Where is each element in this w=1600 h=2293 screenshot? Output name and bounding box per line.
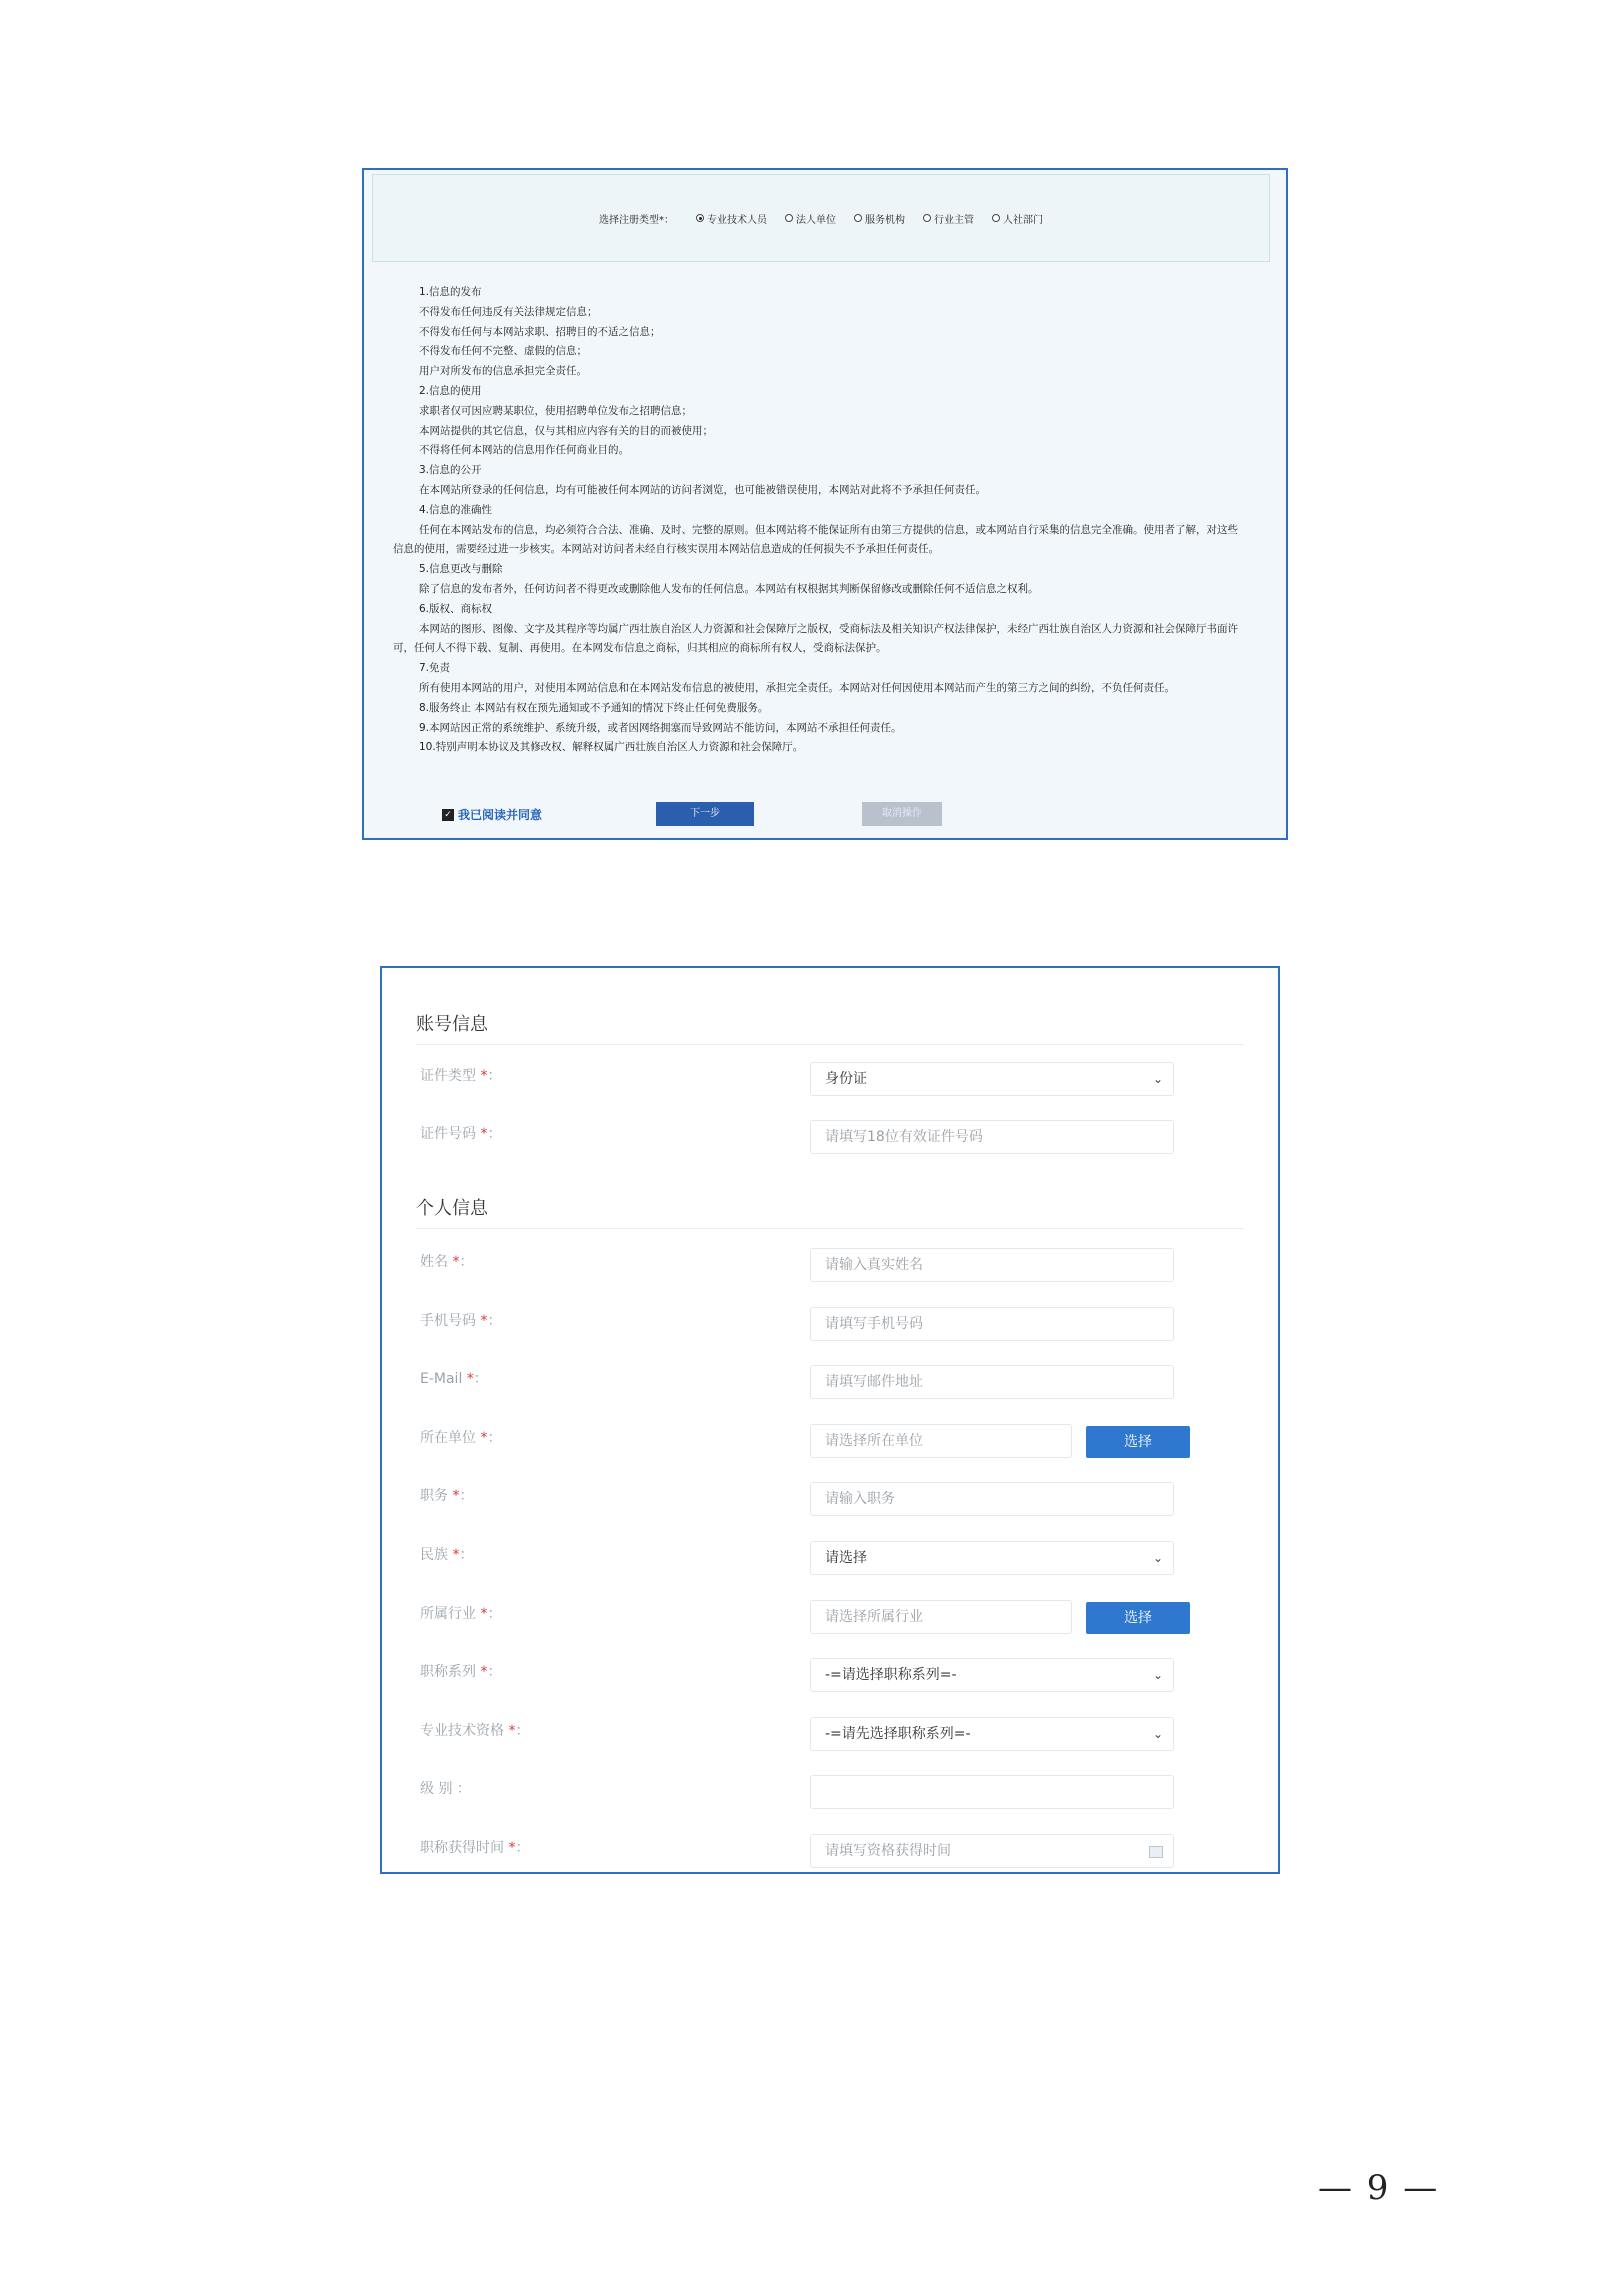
required-marker: *: [480, 1068, 488, 1084]
agreement-line: 不得发布任何与本网站求职、招聘目的不适之信息；: [419, 325, 661, 338]
agreement-line: 本网站提供的其它信息，仅与其相应内容有关的目的而被使用；: [419, 424, 713, 437]
form-row: [382, 1721, 1278, 1761]
field-label: 职称获得时间 *：: [420, 1840, 530, 1856]
field-value: 请输入真实姓名: [825, 1257, 923, 1273]
field-label-text: 职务: [420, 1488, 448, 1505]
agreement-line: 10.特别声明本协议及其修改权、解释权属广西壮族自治区人力资源和社会保障厅。: [419, 741, 804, 754]
agreement-line: 不得发布任何不完整、虚假的信息；: [419, 345, 587, 358]
field-value: 请填写资格获得时间: [825, 1843, 951, 1859]
personal-info-title: 个人信息: [416, 1198, 488, 1219]
form-row: [382, 1428, 1278, 1468]
radio-type-industry-authority[interactable]: 行业主管: [923, 211, 974, 226]
input-field[interactable]: [810, 1307, 1174, 1341]
agreement-line: 所有使用本网站的用户，对使用本网站信息和在本网站发布信息的被使用，承担完全责任。本网站对任何因使用本网站而产生的第三方之间的纠纷，不负任何责任。: [419, 681, 1175, 694]
field-label-text: 专业技术资格: [420, 1722, 504, 1739]
field-label: 专业技术资格 *：: [420, 1722, 530, 1739]
registration-type-bar: [372, 174, 1270, 262]
field-label: 手机号码 *：: [420, 1312, 502, 1329]
required-marker: *: [480, 1664, 488, 1681]
field-label-text: 证件号码: [420, 1126, 476, 1142]
input-field[interactable]: [810, 1482, 1174, 1516]
radio-type-legal-entity[interactable]: 法人单位: [785, 211, 836, 226]
chevron-down-icon: ⌄: [1152, 1668, 1163, 1683]
required-marker: *: [480, 1605, 488, 1622]
form-row: [382, 1662, 1278, 1702]
chevron-down-icon: ⌄: [1152, 1551, 1163, 1565]
required-marker: *: [480, 1429, 488, 1446]
required-marker: *: [452, 1488, 460, 1505]
registration-form-screenshot: [380, 966, 1280, 1874]
field-label-text: 级 别: [420, 1781, 453, 1798]
form-row: [382, 1252, 1278, 1292]
field-value: -=请先选择职称系列=-: [825, 1725, 971, 1742]
field-label-text: 职称系列: [420, 1664, 476, 1681]
field-label-text: 证件类型: [420, 1068, 476, 1084]
select-field[interactable]: [810, 1658, 1174, 1692]
input-field[interactable]: [810, 1424, 1072, 1458]
calendar-icon[interactable]: [1149, 1846, 1163, 1858]
agreement-line: 5.信息更改与删除: [419, 563, 503, 576]
next-button[interactable]: 下一步: [656, 802, 754, 826]
input-field[interactable]: [810, 1120, 1174, 1154]
form-row: [382, 1779, 1278, 1819]
field-label: E-Mail *：: [420, 1371, 488, 1388]
select-field[interactable]: [810, 1541, 1174, 1575]
agreement-line: 3.信息的公开: [419, 464, 482, 477]
form-row: [382, 1066, 1278, 1106]
agreement-line: 9.本网站因正常的系统维护、系统升级，或者因网络拥塞而导致网站不能访问，本网站不承担任何责任。: [419, 721, 902, 734]
agreement-line: 除了信息的发布者外，任何访问者不得更改或删除他人发布的任何信息。本网站有权根据其判断保留修改或删除任何不适信息之权利。: [419, 582, 1039, 595]
page-number: — 9 —: [1318, 2168, 1440, 2208]
field-value: 请填写手机号码: [825, 1315, 923, 1332]
radio-type-service-agency[interactable]: 服务机构: [854, 211, 905, 226]
agreement-actions: [442, 802, 1286, 826]
field-label: 级 别 ：: [420, 1781, 471, 1798]
field-label-text: 所在单位: [420, 1429, 476, 1446]
agree-checkbox[interactable]: ✓ 我已阅读并同意: [442, 806, 542, 823]
agreement-line: 本网站的图形、图像、文字及其程序等均属广西壮族自治区人力资源和社会保障厅之版权，受商标法及相关知识产权法律保护，未经广西壮族自治区人力资源和社会保障厅书面许可，任何人不得下载、复制、再使用。在本网发布信息之商标，归其相应的商标所有权人，受商标法保护。: [393, 622, 1238, 655]
cancel-button[interactable]: 取消操作: [862, 802, 942, 826]
field-label-text: 姓名: [420, 1254, 448, 1270]
agreement-line: 求职者仅可因应聘某职位，使用招聘单位发布之招聘信息；: [419, 404, 692, 417]
required-marker: *: [480, 1126, 488, 1142]
radio-type-hr-department[interactable]: 人社部门: [992, 211, 1043, 226]
form-row: [382, 1369, 1278, 1409]
form-row: [382, 1486, 1278, 1526]
agreement-line: 8.服务终止 本网站有权在预先通知或不予通知的情况下终止任何免费服务。: [419, 701, 769, 714]
input-field[interactable]: [810, 1248, 1174, 1282]
radio-type-professional[interactable]: 专业技术人员: [696, 211, 767, 226]
section-divider: [416, 1228, 1244, 1229]
form-row: [382, 1124, 1278, 1164]
field-value: 请填写18位有效证件号码: [825, 1129, 983, 1145]
form-row: [382, 1545, 1278, 1585]
select-button[interactable]: 选择: [1086, 1602, 1190, 1634]
field-value: 请选择所属行业: [825, 1608, 923, 1625]
field-label: 民族 *：: [420, 1547, 474, 1563]
select-field[interactable]: [810, 1062, 1174, 1096]
field-value: 请填写邮件地址: [825, 1374, 923, 1391]
chevron-down-icon: ⌄: [1152, 1072, 1163, 1086]
field-value: 请选择所在单位: [825, 1432, 923, 1449]
input-field[interactable]: [810, 1775, 1174, 1809]
section-divider: [416, 1044, 1244, 1045]
chevron-down-icon: ⌄: [1152, 1726, 1163, 1741]
date-field[interactable]: [810, 1834, 1174, 1868]
agreement-screenshot: [362, 168, 1288, 840]
field-label-text: 所属行业: [420, 1605, 476, 1622]
agreement-line: 6.版权、商标权: [419, 602, 493, 615]
agreement-line: 4.信息的准确性: [419, 503, 493, 516]
required-marker: *: [508, 1722, 516, 1739]
field-label-text: E-Mail: [420, 1371, 463, 1388]
required-marker: *: [480, 1312, 488, 1329]
required-marker: *: [452, 1254, 460, 1270]
checkbox-checked-icon: ✓: [442, 809, 454, 821]
input-field[interactable]: [810, 1600, 1072, 1634]
form-row: [382, 1838, 1278, 1874]
agreement-line: 2.信息的使用: [419, 384, 482, 397]
agreement-line: 不得发布任何违反有关法律规定信息；: [419, 305, 598, 318]
input-field[interactable]: [810, 1365, 1174, 1399]
field-label: 所属行业 *：: [420, 1605, 502, 1622]
agreement-line: 7.免责: [419, 662, 451, 675]
agreement-terms: [393, 283, 1239, 758]
required-marker: *: [508, 1840, 516, 1856]
field-value: 请输入职务: [825, 1491, 895, 1508]
select-button[interactable]: 选择: [1086, 1426, 1190, 1458]
agreement-line: 不得将任何本网站的信息用作任何商业目的。: [419, 444, 629, 457]
required-marker: *: [466, 1371, 474, 1388]
field-label: 所在单位 *：: [420, 1429, 502, 1446]
field-label: 职称系列 *：: [420, 1664, 502, 1681]
field-label-text: 手机号码: [420, 1312, 476, 1329]
field-value: 请选择: [825, 1550, 867, 1566]
radio-icon: [923, 214, 931, 222]
agreement-line: 在本网站所登录的任何信息，均有可能被任何本网站的访问者浏览，也可能被错误使用，本网站对此将不予承担任何责任。: [419, 483, 986, 496]
field-label: 职务 *：: [420, 1488, 474, 1505]
required-marker: *: [452, 1547, 460, 1563]
agreement-line: 1.信息的发布: [419, 286, 482, 298]
select-field[interactable]: [810, 1717, 1174, 1751]
registration-type-label: 选择注册类型*：: [599, 214, 674, 226]
agreement-line: 任何在本网站发布的信息，均必须符合合法、准确、及时、完整的原则。但本网站将不能保证所有由第三方提供的信息，或本网站自行采集的信息完全准确。使用者了解，对这些信息的使用，需要经过进一步核实。本网站对访问者未经自行核实误用本网站信息造成的任何损失不予承担任何责任。: [393, 523, 1238, 556]
account-info-title: 账号信息: [416, 1014, 488, 1035]
field-value: 身份证: [825, 1071, 867, 1087]
field-label: 姓名 *：: [420, 1254, 474, 1270]
radio-icon: [854, 214, 862, 222]
radio-selected-icon: [696, 214, 704, 222]
field-label-text: 民族: [420, 1547, 448, 1563]
form-row: [382, 1311, 1278, 1351]
agreement-line: 用户对所发布的信息承担完全责任。: [419, 365, 587, 378]
field-label-text: 职称获得时间: [420, 1840, 504, 1856]
field-value: -=请选择职称系列=-: [825, 1667, 957, 1684]
radio-icon: [992, 214, 1000, 222]
radio-icon: [785, 214, 793, 222]
field-label: 证件号码 *：: [420, 1126, 502, 1142]
form-row: [382, 1604, 1278, 1644]
field-label: 证件类型 *：: [420, 1068, 502, 1084]
